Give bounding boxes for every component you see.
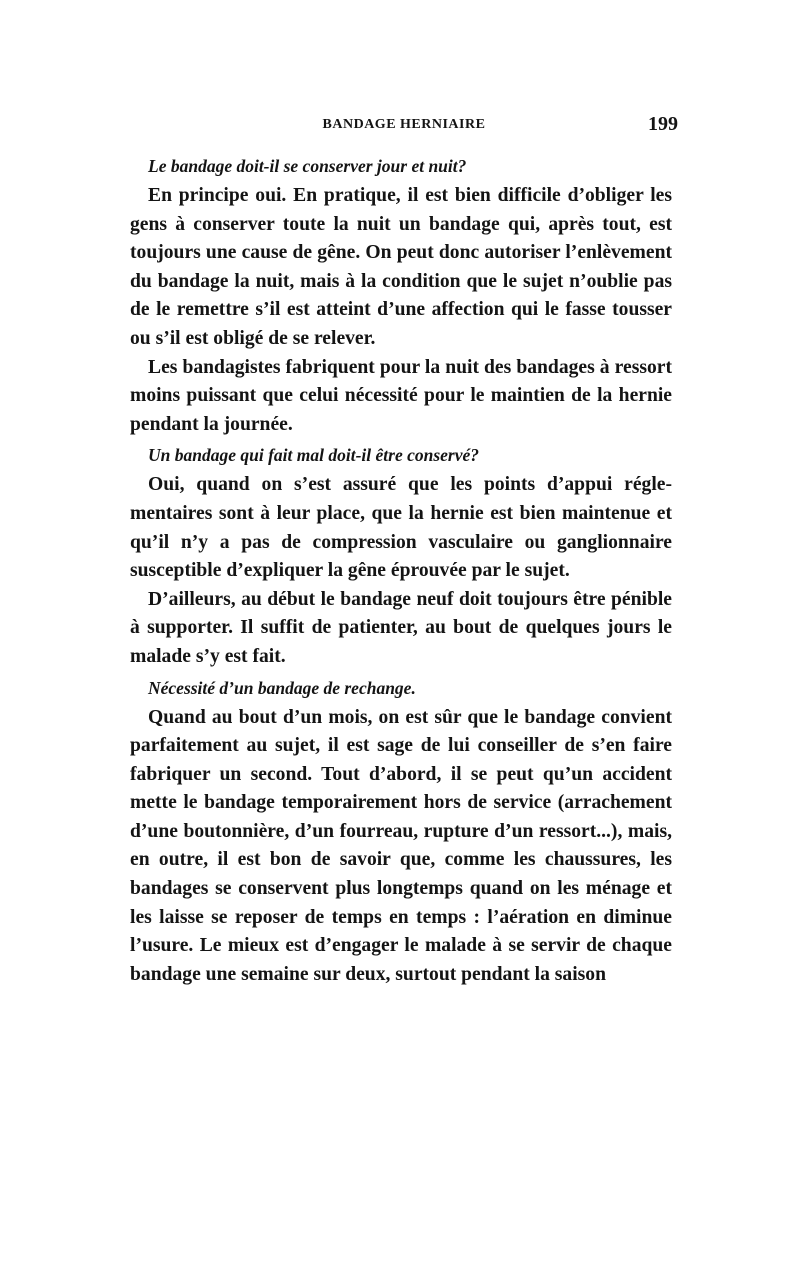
page-number: 199	[648, 113, 678, 135]
paragraph: Les bandagistes fabriquent pour la nuit des bandages à ressort moins puissant que celui nécessité pour le maintien de la hernie pendant la journée.	[130, 356, 672, 435]
paragraph: D’ailleurs, au début le bandage neuf doit toujours être pénible à supporter. Il suffit de patienter, au bout de quelques jours le malade s’y est fait.	[130, 588, 672, 667]
section-heading: Nécessité d’un bandage de rechange.	[148, 677, 416, 698]
paragraph: Oui, quand on s’est assuré que les points d’appui réglementaires sont à leur place, que la hernie est bien maintenue et qu’il n’y a pas de compression vasculaire ou ganglionnaire susceptible d’expliquer la gêne éprouvée par le sujet.	[130, 474, 672, 582]
paragraph: Quand au bout d’un mois, on est sûr que le bandage convient parfaitement au sujet, il est sage de lui conseiller de s’en faire fabriquer un second. Tout d’abord, il se peut qu’un accident mette le bandage temporairement hors de service (arrachement d’une boutonnière, d’un fourreau, rupture d’un ressort...), mais, en outre, il est bon de savoir que, comme les chaussures, les bandages se conservent plus longtemps quand on les ménage et les laisse se reposer de temps en temps : l’aération en diminue l’usure. Le mieux est d’engager le malade à se servir de chaque bandage une semaine sur deux, surtout pendant la saison	[130, 706, 672, 985]
section-heading: Le bandage doit-il se conserver jour et nuit?	[148, 156, 467, 176]
running-title: BANDAGE HERNIAIRE	[322, 117, 486, 132]
paragraph: En principe oui. En pratique, il est bien difficile d’obliger les gens à conserver toute la nuit un bandage qui, après tout, est toujours une cause de gêne. On peut donc autoriser l’enlèvement du bandage la nuit, mais à la condition que le sujet n’oublie pas de le remettre s’il est atteint d’une affection qui le fasse tousser ou s’il est obligé de se relever.	[130, 185, 672, 349]
page-header	[130, 113, 678, 139]
section-heading: Un bandage qui fait mal doit-il être conservé?	[148, 445, 480, 466]
body-text	[130, 150, 672, 989]
